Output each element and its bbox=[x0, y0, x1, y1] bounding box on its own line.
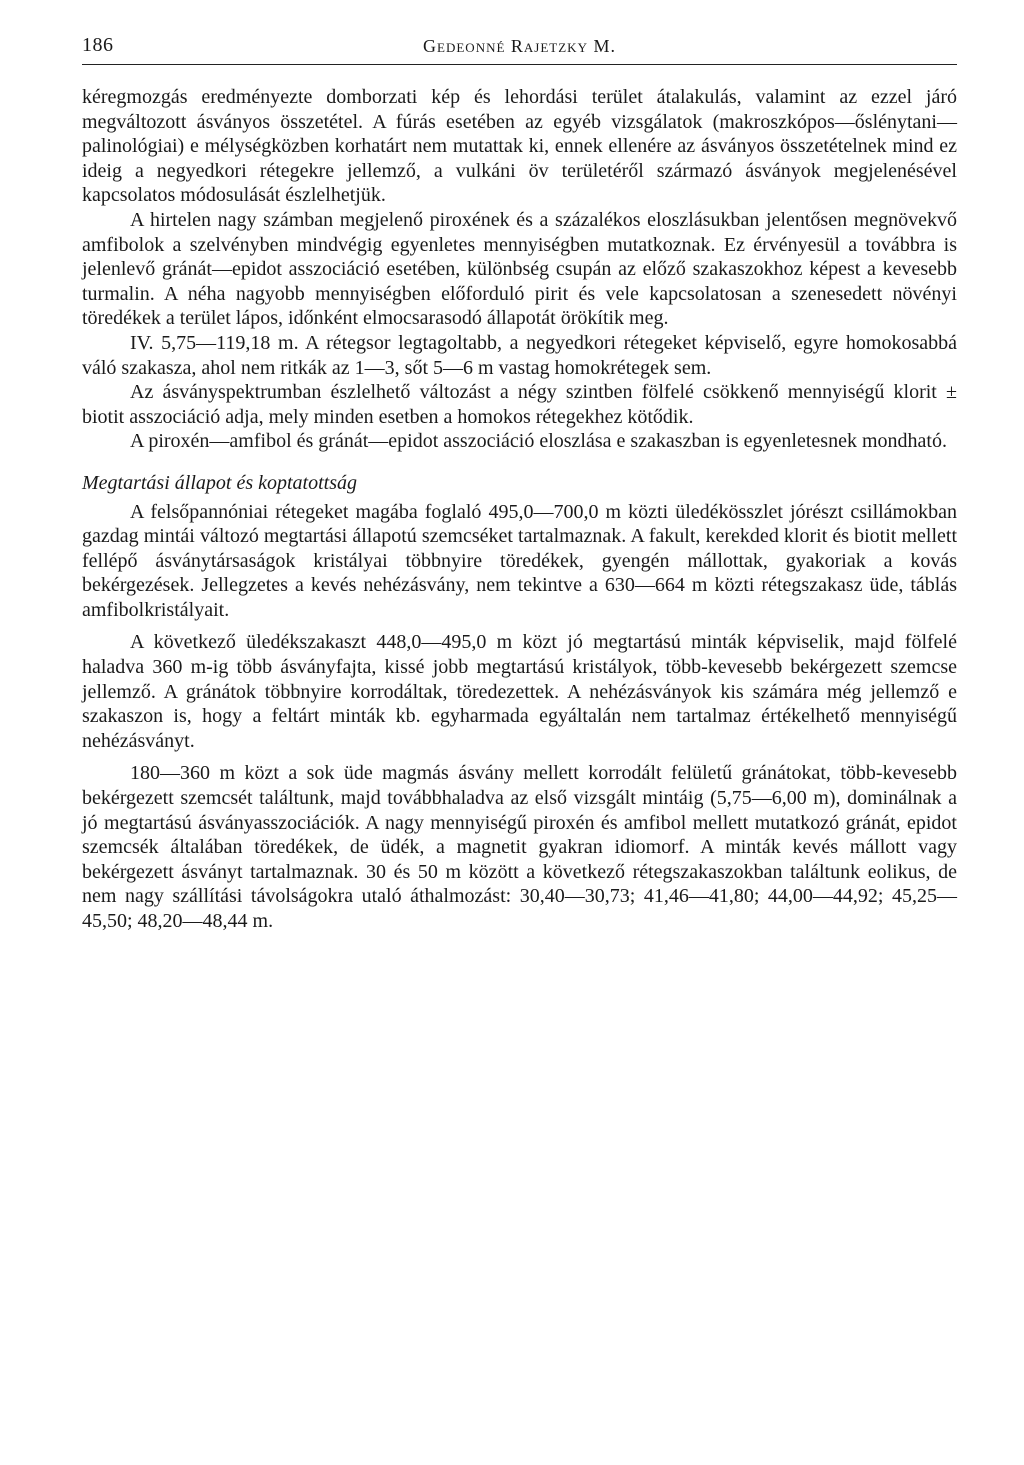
paragraph: A felsőpannóniai rétegeket magába foglaló 495,0—700,0 m közti üledékösszlet jórészt csillámokban gazdag mintái változó megtartási állapotú szemcséket tartalmaznak. A fakult, kerekded klorit és biotit mellett fellépő ásványtársaságok kristályai többnyire töredékek, gyengén mállottak, gyakoriak a kovás bekérgezések. Jellegzetes a kevés nehézásvány, nem tekintve a 630—664 m közti rétegszakasz üde, táblás amfibolkristályait. bbox=[82, 500, 957, 621]
book-page bbox=[82, 30, 957, 934]
paragraph: IV. 5,75—119,18 m. A rétegsor legtagoltabb, a negyedkori rétegeket képviselő, egyre homokosabbá váló szakasza, ahol nem ritkák az 1—3, sőt 5—6 m vastag homokrétegek sem. bbox=[82, 331, 957, 379]
paragraph-gap bbox=[82, 753, 957, 761]
paragraph: A következő üledékszakaszt 448,0—495,0 m közt jó megtartású minták képviselik, majd fölfelé haladva 360 m-ig több ásványfajta, kissé jobb megtartású kristályok, több-kevesebb bekérgezett szemcse jellemző. A gránátok többnyire korrodáltak, töredezettek. A nehézásványok kis számára még jellemző e szakaszon is, hogy a feltárt minták kb. egyharmada egyáltalán nem tartalmaz értékelhető mennyiségű nehézásványt. bbox=[82, 631, 957, 752]
section-heading: Megtartási állapot és koptatottság bbox=[82, 471, 357, 494]
paragraph: kéregmozgás eredményezte domborzati kép és lehordási terület átalakulás, valamint az ezzel járó megváltozott ásványos összetétel. A fúrás esetében az egyéb vizsgálatok (makroszkópos—őslénytani—palinológiai) e mélységközben korhatárt nem mutattak ki, ennek ellenére az ásványos összetételnek mind ez ideig a negyedkori rétegekre jellemző, a vulkáni öv területéről származó ásványok megjelenésével kapcsolatos módosulását észlelhetjük. bbox=[82, 86, 957, 207]
page-number: 186 bbox=[82, 34, 114, 56]
running-head bbox=[82, 30, 957, 65]
body-text bbox=[82, 85, 957, 934]
paragraph: A piroxén—amfibol és gránát—epidot asszociáció eloszlása e szakaszban is egyenletesnek mondható. bbox=[130, 430, 947, 453]
running-title: Gedeonné Rajetzky M. bbox=[423, 36, 616, 56]
paragraph: 180—360 m közt a sok üde magmás ásvány mellett korrodált felületű gránátokat, több-kevesebb bekérgezett szemcsét találtunk, majd továbbhaladva az első vizsgált mintáig (5,75—6,00 m), dominálnak a jó megtartású ásványasszociációk. A nagy mennyiségű piroxén és amfibol mellett mutatkozó gránát, epidot szemcsék általában töredékek, de üdék, a magnetit gyakran idiomorf. A minták kevés mállott vagy bekérgezett ásványt tartalmaznak. 30 és 50 m között a következő rétegszakaszokban találtunk eolikus, de nem nagy szállítási távolságokra utaló áthalmozást: 30,40—30,73; 41,46—41,80; 44,00—44,92; 45,25—45,50; 48,20—48,44 m. bbox=[82, 762, 957, 932]
paragraph: A hirtelen nagy számban megjelenő piroxének és a százalékos eloszlásukban jelentősen megnövekvő amfibolok a szelvényben mindvégig egyenletes mennyiségben mutatkoznak. Ez érvényesül a továbbra is jelenlevő gránát—epidot asszociáció esetében, különbség csupán az előző szakaszokhoz képest a kevesebb turmalin. A néha nagyobb mennyiségben előforduló pirit és vele kapcsolatosan a szenesedett növényi töredékek a terület lápos, időnként elmocsarasodó állapotát örökítik meg. bbox=[82, 208, 957, 330]
paragraph: Az ásványspektrumban észlelhető változást a négy szintben fölfelé csökkenő mennyiségű klorit ± biotit asszociáció adja, mely minden esetben a homokos rétegekhez kötődik. bbox=[82, 381, 957, 428]
paragraph-gap bbox=[82, 622, 957, 630]
